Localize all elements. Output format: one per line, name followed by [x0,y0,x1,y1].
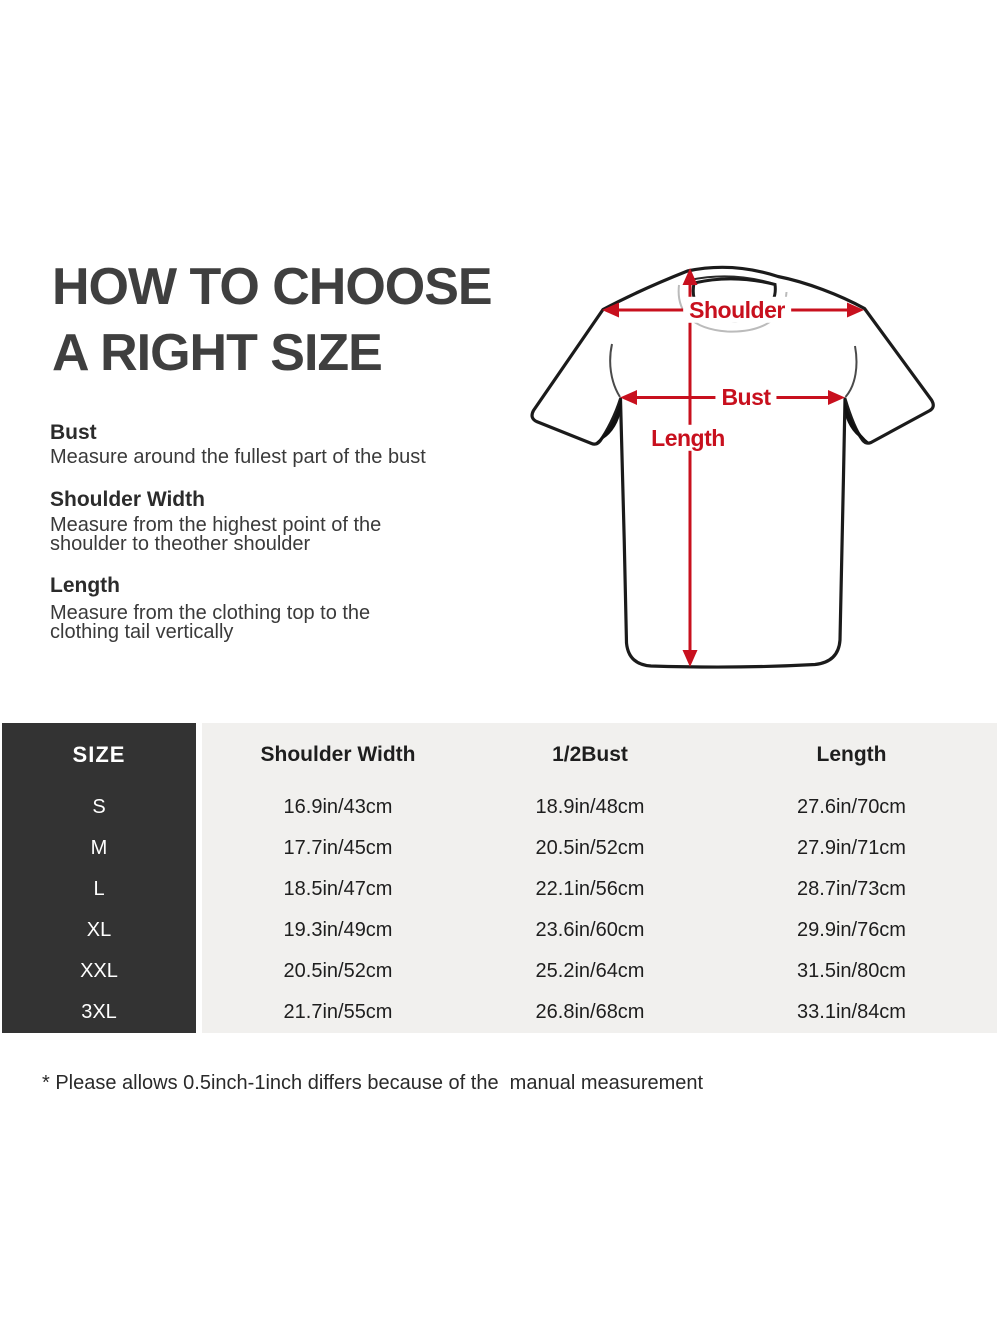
shoulder-cell: 16.9in/43cm [283,796,393,818]
page-title-line1: HOW TO CHOOSE [52,258,492,316]
bust-cell: 18.9in/48cm [535,796,645,818]
size-table-body [202,723,997,1033]
half-bust-header: 1/2Bust [552,743,628,766]
bust-cell: 20.5in/52cm [535,837,645,859]
shoulder-width-header: Shoulder Width [260,743,416,766]
size-cell: 3XL [81,1001,117,1023]
instruction-length-text-line1: Measure from the clothing top to the [50,602,371,624]
instruction-bust-text: Measure around the fullest part of the bust [50,446,426,468]
table-row [202,787,997,828]
length-cell: 27.6in/70cm [797,796,906,818]
length-header: Length [816,743,887,766]
shoulder-cell: 20.5in/52cm [283,960,393,982]
bust-cell: 26.8in/68cm [535,1001,645,1023]
size-cell: XXL [80,960,118,982]
shoulder-cell: 17.7in/45cm [283,837,393,859]
length-cell: 27.9in/71cm [797,837,906,859]
tshirt-body-outline [532,267,933,667]
length-cell: 31.5in/80cm [797,960,906,982]
table-row [202,869,997,910]
table-row [202,992,997,1033]
size-table-size-column [2,723,196,1033]
bust-cell: 23.6in/60cm [535,919,645,941]
length-cell: 29.9in/76cm [797,919,906,941]
shoulder-cell: 19.3in/49cm [283,919,393,941]
bust-cell: 22.1in/56cm [535,878,645,900]
size-cell: L [93,878,105,900]
instruction-shoulder-title: Shoulder Width [50,488,205,511]
instruction-shoulder-text-line1: Measure from the highest point of the [50,514,382,536]
bust-cell: 25.2in/64cm [535,960,645,982]
size-cell: S [92,796,106,818]
table-row [202,951,997,992]
instruction-bust-title: Bust [50,421,97,444]
table-header-row [202,723,997,787]
shoulder-cell: 18.5in/47cm [283,878,393,900]
instruction-length-text-line2: clothing tail vertically [50,621,234,643]
instruction-shoulder-text-line2: shoulder to theother shoulder [50,533,311,555]
size-cell: M [90,837,108,859]
size-column-header: SIZE [72,742,126,767]
table-row [202,828,997,869]
shoulder-measure-label: Shoulder [683,297,791,323]
length-cell: 33.1in/84cm [797,1001,906,1023]
shoulder-cell: 21.7in/55cm [283,1001,393,1023]
page-title [52,254,532,386]
size-cell: XL [86,919,112,941]
length-cell: 28.7in/73cm [797,878,906,900]
instruction-length-title: Length [50,574,120,597]
page-title-line2: A RIGHT SIZE [52,324,382,382]
table-row [202,910,997,951]
tshirt-diagram [490,245,970,685]
bust-measure-label: Bust [715,384,776,410]
measurement-disclaimer: * Please allows 0.5inch-1inch differs because of the manual measurement [42,1072,704,1094]
length-measure-label: Length [645,425,731,451]
